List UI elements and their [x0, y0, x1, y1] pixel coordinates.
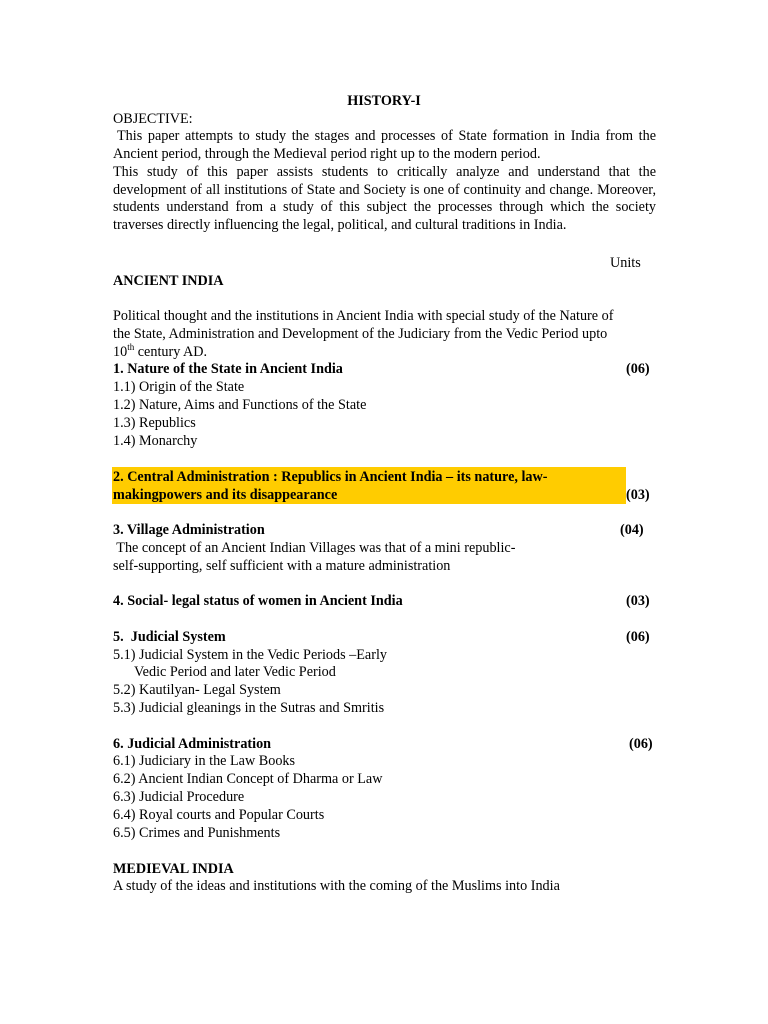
section-5-title: 5. Judicial System [113, 629, 226, 645]
list-item: 5.3) Judicial gleanings in the Sutras and Smritis [113, 700, 385, 716]
list-item: 6.4) Royal courts and Popular Courts [113, 807, 325, 823]
section-2-title-line-2: makingpowers and its disappearance [113, 487, 338, 503]
ancient-intro-line-1: Political thought and the institutions in Ancient India with special study of the Nature of [113, 308, 614, 324]
section-4-units: (03) [626, 593, 650, 609]
list-item: 1.4) Monarchy [113, 433, 198, 449]
section-6-units: (06) [629, 736, 653, 752]
century-rest: century AD. [134, 344, 208, 360]
section-3-units: (04) [620, 522, 644, 538]
list-item: 1.3) Republics [113, 415, 196, 431]
list-item: 6.2) Ancient Indian Concept of Dharma or Law [113, 771, 383, 787]
list-item: 6.5) Crimes and Punishments [113, 825, 281, 841]
list-item: 6.1) Judiciary in the Law Books [113, 753, 296, 769]
list-item: 1.2) Nature, Aims and Functions of the State [113, 397, 367, 413]
list-item: 1.1) Origin of the State [113, 379, 245, 395]
section-1-title: 1. Nature of the State in Ancient India [113, 361, 343, 377]
list-item-continuation: Vedic Period and later Vedic Period [134, 664, 336, 680]
ancient-intro-line-3 [113, 343, 207, 361]
section-2-units: (03) [626, 487, 650, 503]
list-item: 5.2) Kautilyan- Legal System [113, 682, 281, 698]
century-ordinal: th [127, 342, 135, 352]
century-number: 10 [113, 344, 128, 360]
section-3-title: 3. Village Administration [113, 522, 265, 538]
list-item: 6.3) Judicial Procedure [113, 789, 245, 805]
medieval-intro: A study of the ideas and institutions with the coming of the Muslims into India [113, 878, 560, 894]
section-3-text-line-1: The concept of an Ancient Indian Villages was that of a mini republic- [113, 540, 516, 556]
ancient-intro-line-2: the State, Administration and Development of the Judiciary from the Vedic Period upto [113, 326, 608, 342]
objective-label: OBJECTIVE: [113, 111, 193, 127]
objective-paragraph-1: This paper attempts to study the stages and processes of State formation in India from the Ancient period, through the Medieval period right up to the modern period. [113, 128, 656, 162]
section-2-title-line-1: 2. Central Administration : Republics in Ancient India – its nature, law- [113, 469, 548, 485]
ancient-india-heading: ANCIENT INDIA [113, 273, 224, 289]
list-item: 5.1) Judicial System in the Vedic Periods –Early [113, 647, 387, 663]
section-5-units: (06) [626, 629, 650, 645]
section-6-title: 6. Judicial Administration [113, 736, 272, 752]
page-title: HISTORY-I [347, 93, 421, 109]
section-1-units: (06) [626, 361, 650, 377]
units-label: Units [610, 255, 641, 271]
section-4-title: 4. Social- legal status of women in Ancient India [113, 593, 403, 609]
medieval-india-heading: MEDIEVAL INDIA [113, 861, 234, 877]
objective-paragraph-2: This study of this paper assists students to critically analyze and understand that the development of all institutions of State and Society is one of continuity and change. Moreover, students understand from a study of this subject the processes through which the society traverses directly influencing the legal, political, and cultural traditions in India. [113, 164, 656, 234]
section-3-text-line-2: self-supporting, self sufficient with a mature administration [113, 558, 451, 574]
